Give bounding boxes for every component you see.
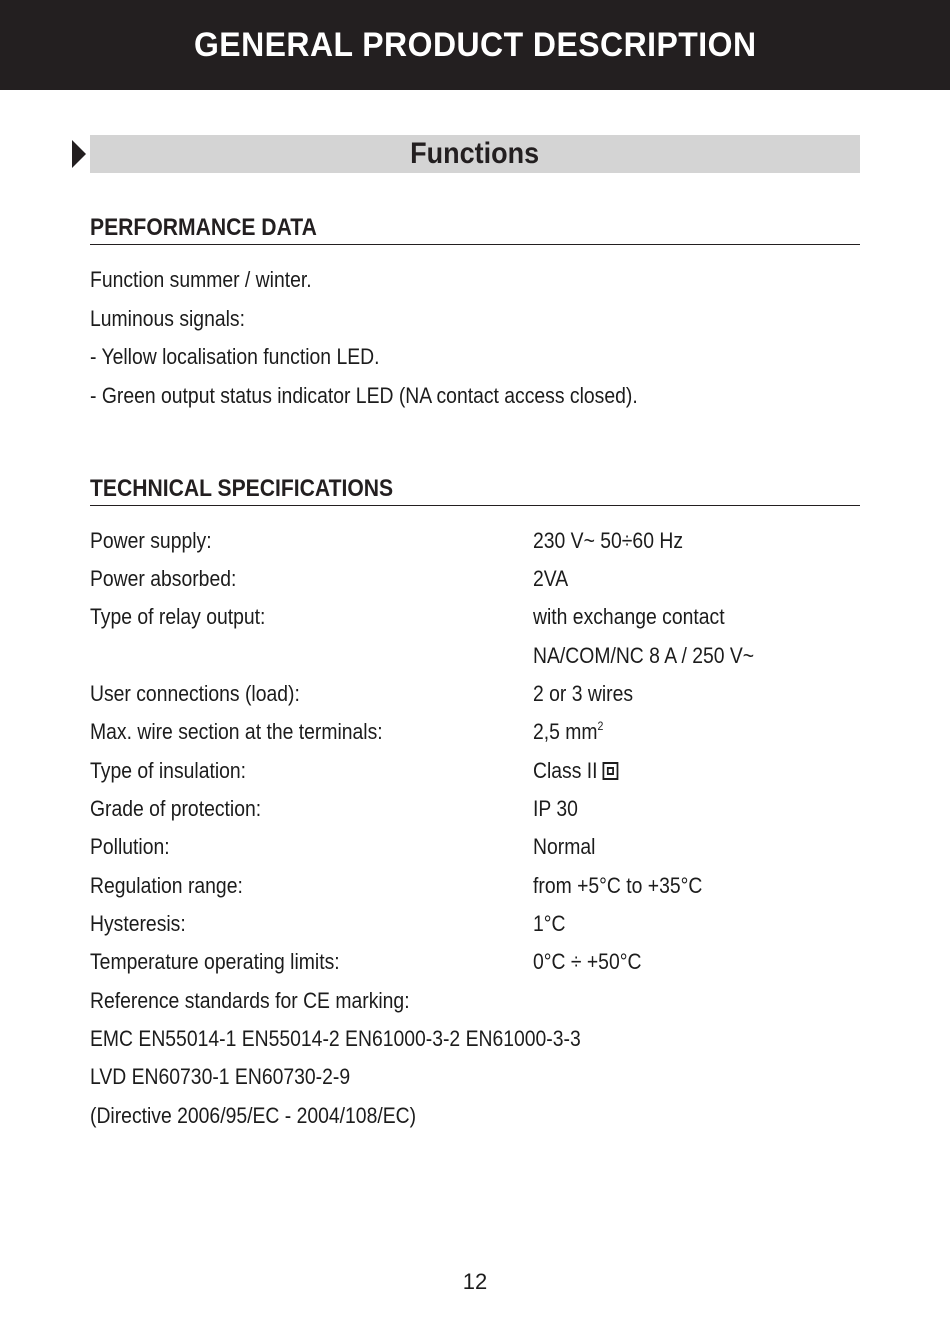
spec-value: 1°C: [533, 911, 566, 936]
spec-label: User connections (load):: [90, 681, 300, 706]
spec-value-text: Class II: [533, 758, 598, 783]
superscript: 2: [597, 719, 604, 733]
technical-heading-text: TECHNICAL SPECIFICATIONS: [90, 475, 394, 502]
spec-value: from +5°C to +35°C: [533, 873, 703, 898]
spec-label: Temperature operating limits:: [90, 949, 340, 974]
standards-line: LVD EN60730-1 EN60730-2-9: [90, 1064, 351, 1089]
technical-heading: [90, 475, 860, 506]
triangle-right-icon: [72, 140, 86, 168]
double-insulation-icon: [603, 762, 619, 780]
spec-label: Regulation range:: [90, 873, 243, 898]
spec-label: Type of insulation:: [90, 758, 247, 783]
spec-label: Type of relay output:: [90, 604, 266, 629]
section-header: [72, 135, 860, 173]
standards-line: EMC EN55014-1 EN55014-2 EN61000-3-2 EN61000-3-3: [90, 1026, 581, 1051]
section-title: Functions: [410, 137, 540, 170]
spec-value: 230 V~ 50÷60 Hz: [533, 528, 684, 553]
spec-value: 2VA: [533, 566, 569, 591]
performance-heading: [90, 214, 860, 245]
spec-value: 2 or 3 wires: [533, 681, 634, 706]
spec-label: Max. wire section at the terminals:: [90, 719, 383, 744]
spec-value: 0°C ÷ +50°C: [533, 949, 642, 974]
standards-line: Reference standards for CE marking:: [90, 988, 410, 1013]
spec-label: Hysteresis:: [90, 911, 186, 936]
spec-label: Power absorbed:: [90, 566, 237, 591]
page-title: GENERAL PRODUCT DESCRIPTION: [193, 25, 757, 64]
page-number: 12: [462, 1269, 488, 1294]
performance-line: - Yellow localisation function LED.: [90, 344, 380, 369]
spec-value: Normal: [533, 834, 596, 859]
performance-heading-text: PERFORMANCE DATA: [90, 214, 317, 241]
page-header-banner: [0, 0, 950, 90]
spec-value-wire-section: [533, 718, 603, 746]
standards-line: (Directive 2006/95/EC - 2004/108/EC): [90, 1103, 417, 1128]
spec-value-text: 2,5 mm: [533, 719, 598, 744]
spec-label: Grade of protection:: [90, 796, 262, 821]
performance-line: - Green output status indicator LED (NA contact access closed).: [90, 383, 638, 408]
spec-value: NA/COM/NC 8 A / 250 V~: [533, 643, 755, 668]
spec-value-insulation: [533, 757, 619, 785]
spec-value: with exchange contact: [533, 604, 725, 629]
spec-value: IP 30: [533, 796, 578, 821]
spec-label: Pollution:: [90, 834, 170, 859]
spec-label: Power supply:: [90, 528, 212, 553]
performance-line: Function summer / winter.: [90, 267, 312, 292]
section-title-bar: [90, 135, 860, 173]
performance-line: Luminous signals:: [90, 306, 245, 331]
